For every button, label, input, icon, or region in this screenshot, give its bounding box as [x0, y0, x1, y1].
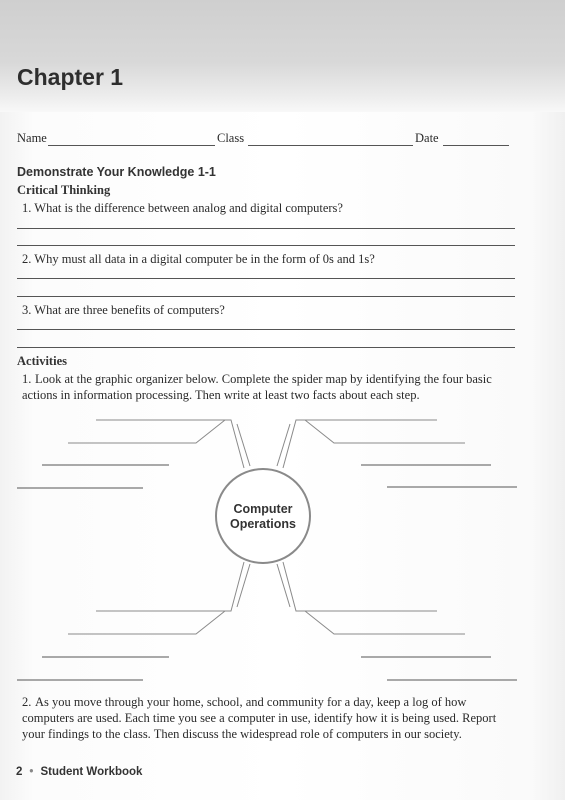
name-label: Name	[17, 131, 47, 145]
answer-line[interactable]	[17, 245, 515, 246]
date-field[interactable]	[443, 145, 509, 146]
activities-heading: Activities	[17, 354, 67, 368]
spider-map	[0, 400, 565, 690]
page-footer	[16, 766, 142, 778]
answer-line[interactable]	[17, 347, 515, 348]
question-3: 3. What are three benefits of computers?	[22, 303, 225, 317]
activity-2	[22, 694, 517, 742]
spider-leg-top-left	[96, 420, 244, 468]
name-field[interactable]	[48, 145, 215, 146]
answer-line[interactable]	[17, 278, 515, 279]
spider-leg-bottom-right	[283, 562, 437, 611]
spider-leg-bottom-left	[96, 562, 244, 611]
answer-line[interactable]	[17, 228, 515, 229]
book-label: Student Workbook	[40, 766, 143, 778]
class-label: Class	[217, 131, 245, 145]
critical-thinking-heading: Critical Thinking	[17, 183, 111, 197]
class-field[interactable]	[248, 145, 413, 146]
activity-2-text: As you move through your home, school, and community for a day, keep a log of how computers are used. Each time you see a computer in use, identify how it is being used. Report your findings to the class. Then discuss the widespread role of computers in our society.	[22, 695, 497, 741]
question-2: 2. Why must all data in a digital computer be in the form of 0s and 1s?	[22, 252, 375, 266]
activity-1-text: Look at the graphic organizer below. Complete the spider map by identifying the four basic actions in information processing. Then write at least two facts about each step.	[22, 372, 492, 402]
page-number: 2	[16, 766, 23, 778]
spider-leg-top-right	[283, 420, 437, 468]
spider-center-line1: Computer	[233, 502, 293, 516]
activity-2-number: 2.	[22, 695, 32, 709]
chapter-header-band	[0, 0, 565, 112]
activity-1-number: 1.	[22, 372, 32, 386]
answer-line[interactable]	[17, 329, 515, 330]
activity-1	[22, 371, 517, 403]
answer-line[interactable]	[17, 296, 515, 297]
chapter-title: Chapter 1	[17, 64, 124, 90]
question-1: 1. What is the difference between analog and digital computers?	[22, 201, 343, 215]
spider-center-circle	[216, 469, 310, 563]
section-title: Demonstrate Your Knowledge 1-1	[17, 165, 216, 179]
spider-center-line2: Operations	[230, 517, 296, 531]
date-label: Date	[415, 131, 439, 145]
student-info-row	[17, 131, 517, 149]
footer-separator: •	[29, 766, 34, 778]
